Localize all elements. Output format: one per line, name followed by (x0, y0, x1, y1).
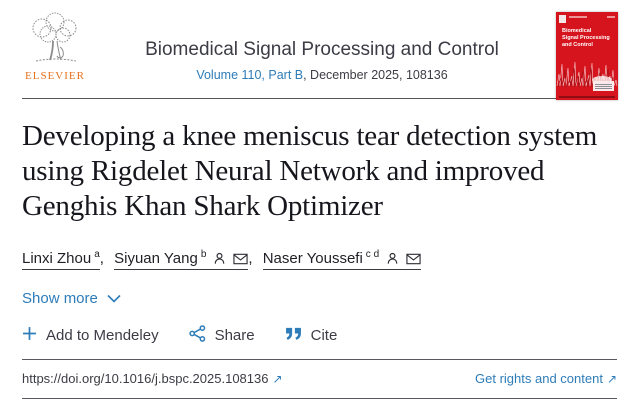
cover-top-text-bar-right (607, 16, 615, 18)
email-icon (233, 252, 248, 269)
get-rights-link[interactable]: Get rights and content ↗ (475, 371, 617, 386)
author-naser-youssefi[interactable]: Naser Youssefi $^{c d}$ (263, 250, 421, 270)
elsevier-tree-icon (25, 51, 85, 68)
author-list (22, 249, 604, 269)
plus-icon (22, 326, 37, 345)
header-divider (22, 98, 617, 99)
cover-masthead (559, 15, 615, 23)
elsevier-wordmark: ELSEVIER (25, 70, 85, 82)
article-title: Developing a knee meniscus tear detection system using Rigdelet Neural Network and improved Genghis Khan Shark Optimizer (22, 120, 598, 222)
person-icon (213, 252, 226, 269)
journal-banner (0, 0, 626, 98)
add-to-mendeley-button[interactable] (22, 326, 159, 345)
issue-line (88, 68, 556, 82)
external-link-icon: ↗ (272, 372, 283, 386)
journal-title-link[interactable]: Biomedical Signal Processing and Control (145, 39, 499, 60)
author-linxi-zhou[interactable]: Linxi Zhou $^a$ (22, 250, 100, 270)
chevron-down-icon (107, 290, 121, 307)
journal-cover-thumbnail[interactable] (556, 12, 618, 100)
cite-label: Cite (310, 327, 338, 344)
action-toolbar (22, 325, 604, 346)
email-icon (406, 252, 421, 269)
doi-link[interactable]: https://doi.org/10.1016/j.bspc.2025.108136 ↗ (22, 371, 283, 386)
journal-info (88, 12, 556, 82)
cover-logo-block (559, 15, 566, 23)
cover-title: Biomedical Signal Processing and Control (562, 28, 610, 48)
cover-footer-strip (559, 96, 615, 98)
share-button[interactable] (189, 325, 255, 346)
cite-button[interactable] (285, 327, 338, 344)
show-more-button[interactable] (22, 290, 121, 307)
person-icon (386, 252, 399, 269)
doi-bar (22, 359, 617, 399)
add-to-mendeley-label: Add to Mendeley (46, 327, 159, 344)
issue-details: , December 2025, 108136 (303, 68, 448, 82)
author-siyuan-yang[interactable]: Siyuan Yang $^b$ (114, 250, 248, 270)
share-icon (189, 325, 206, 346)
cover-top-text-bar (569, 16, 587, 18)
cite-quote-icon (285, 327, 302, 344)
share-label: Share (214, 327, 255, 344)
author-separator: , (99, 250, 104, 267)
author-separator: , (248, 250, 253, 267)
cover-sciencedirect-block (593, 81, 614, 91)
external-link-icon: ↗ (606, 372, 617, 386)
show-more-label: Show more (22, 290, 98, 307)
volume-link[interactable]: Volume 110, Part B (196, 68, 304, 82)
elsevier-logo[interactable] (22, 12, 88, 82)
